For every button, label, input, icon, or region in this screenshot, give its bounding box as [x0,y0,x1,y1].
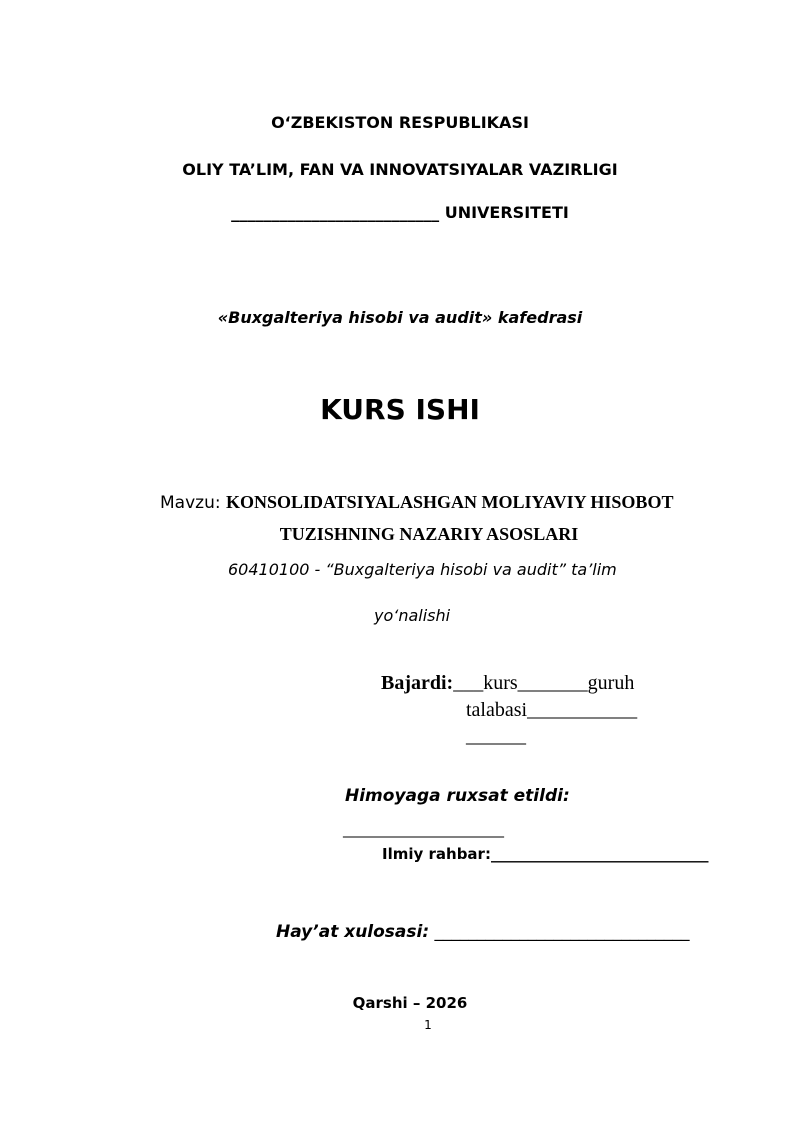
page-number: 1 [424,1018,432,1032]
university-blank: __________________________ [231,203,440,222]
advisor-line [382,845,708,863]
topic-title-line2: TUZISHNING NAZARIY ASOSLARI [279,524,579,544]
university-heading [0,203,800,222]
ministry-heading: OLIY TA’LIM, FAN VA INNOVATSIYALAR VAZIRLIGI [182,160,618,179]
topic-title-line1: KONSOLIDATSIYALASHGAN MOLIYAVIY HISOBOT [225,492,674,512]
topic-line [160,492,673,513]
performed-by-label: Bajardi: [381,672,454,694]
advisor-label: Ilmiy rahbar: [382,845,491,863]
country-heading: O‘ZBEKISTON RESPUBLIKASI [271,113,529,132]
commission-label: Hay’at xulosasi: [276,922,430,942]
advisor-blank: _____________________________ [490,845,709,863]
commission-blank: ______________________________ [429,922,690,942]
specialty-line2: yo‘nalishi [374,606,451,625]
performed-by-line3: ______ [466,725,526,747]
specialty-line1: 60410100 - “Buxgalteriya hisobi va audit” ta’lim [228,560,617,579]
defense-permission-label: Himoyaga ruxsat etildi: [345,786,570,806]
topic-label: Mavzu: [160,493,226,513]
place-and-year: Qarshi – 2026 [352,994,468,1012]
department-name: «Buxgalteriya hisobi va audit» kafedrasi [217,308,583,327]
course-group-blanks: ___kurs_______guruh [453,672,635,694]
document-type-title: KURS ISHI [320,393,480,426]
performed-by-line2: talabasi___________ [466,699,638,721]
university-label: UNIVERSITETI [439,203,569,222]
performed-by-line1 [381,672,634,695]
commission-line [276,922,690,942]
defense-signature-blank: _______________________ [343,822,504,838]
